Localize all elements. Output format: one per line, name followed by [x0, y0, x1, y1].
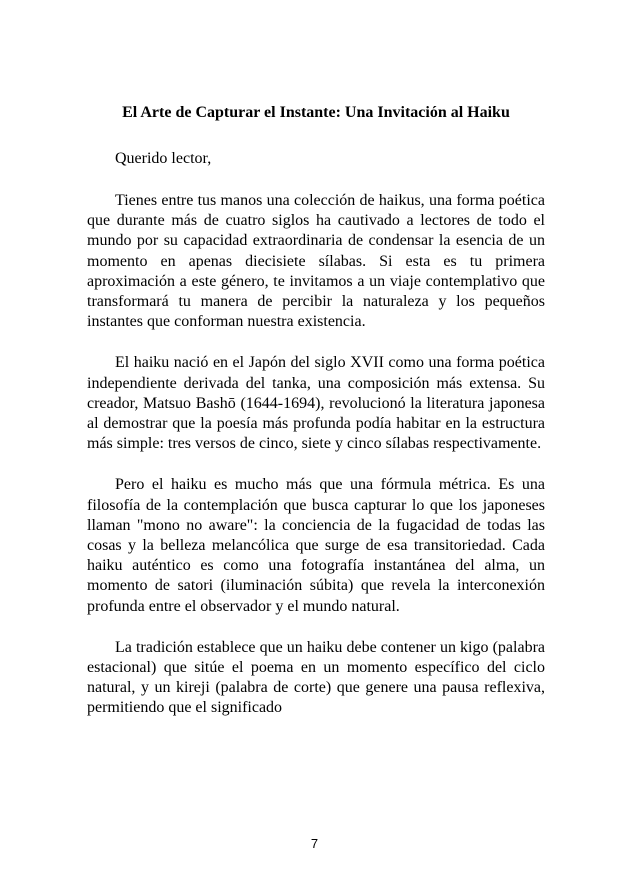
page-content: [87, 102, 545, 740]
page-number: 7: [310, 836, 319, 851]
body-paragraph: El haiku nació en el Japón del siglo XVII como una forma poética independiente derivada del tanka, una composición más extensa. Su creador, Matsuo Bashō (1644-1694), revolucionó la literatura japonesa al demostrar que la poesía más profunda podía habitar en la estructura más simple: tres versos de cinco, siete y cinco sílabas respectivamente.: [87, 354, 545, 453]
page-title: El Arte de Capturar el Instante: Una Invitación al Haiku: [122, 104, 510, 121]
body-paragraph: La tradición establece que un haiku debe contener un kigo (palabra estacional) que sitúe el poema en un momento específico del ciclo natural, y un kireji (palabra de corte) que genere una pausa reflexiva, permitiendo que el significado: [87, 638, 545, 717]
salutation: Querido lector,: [115, 150, 212, 167]
body-paragraph: Pero el haiku es mucho más que una fórmula métrica. Es una filosofía de la contemplación que busca capturar lo que los japoneses llaman "mono no aware": la conciencia de la fugacidad de todas las cosas y la belleza melancólica que surge de esa transitoriedad. Cada haiku auténtico es como una fotografía instantánea del alma, un momento de satori (iluminación súbita) que revela la interconexión profunda entre el observador y el mundo natural.: [87, 476, 545, 615]
body-paragraph: Tienes entre tus manos una colección de haikus, una forma poética que durante más de cuatro siglos ha cautivado a lectores de todo el mundo por su capacidad extraordinaria de condensar la esencia de un momento en apenas diecisiete sílabas. Si esta es tu primera aproximación a este género, te invitamos a un viaje contemplativo que transformará tu manera de percibir la naturaleza y los pequeños instantes que conforman nuestra existencia.: [87, 192, 545, 331]
